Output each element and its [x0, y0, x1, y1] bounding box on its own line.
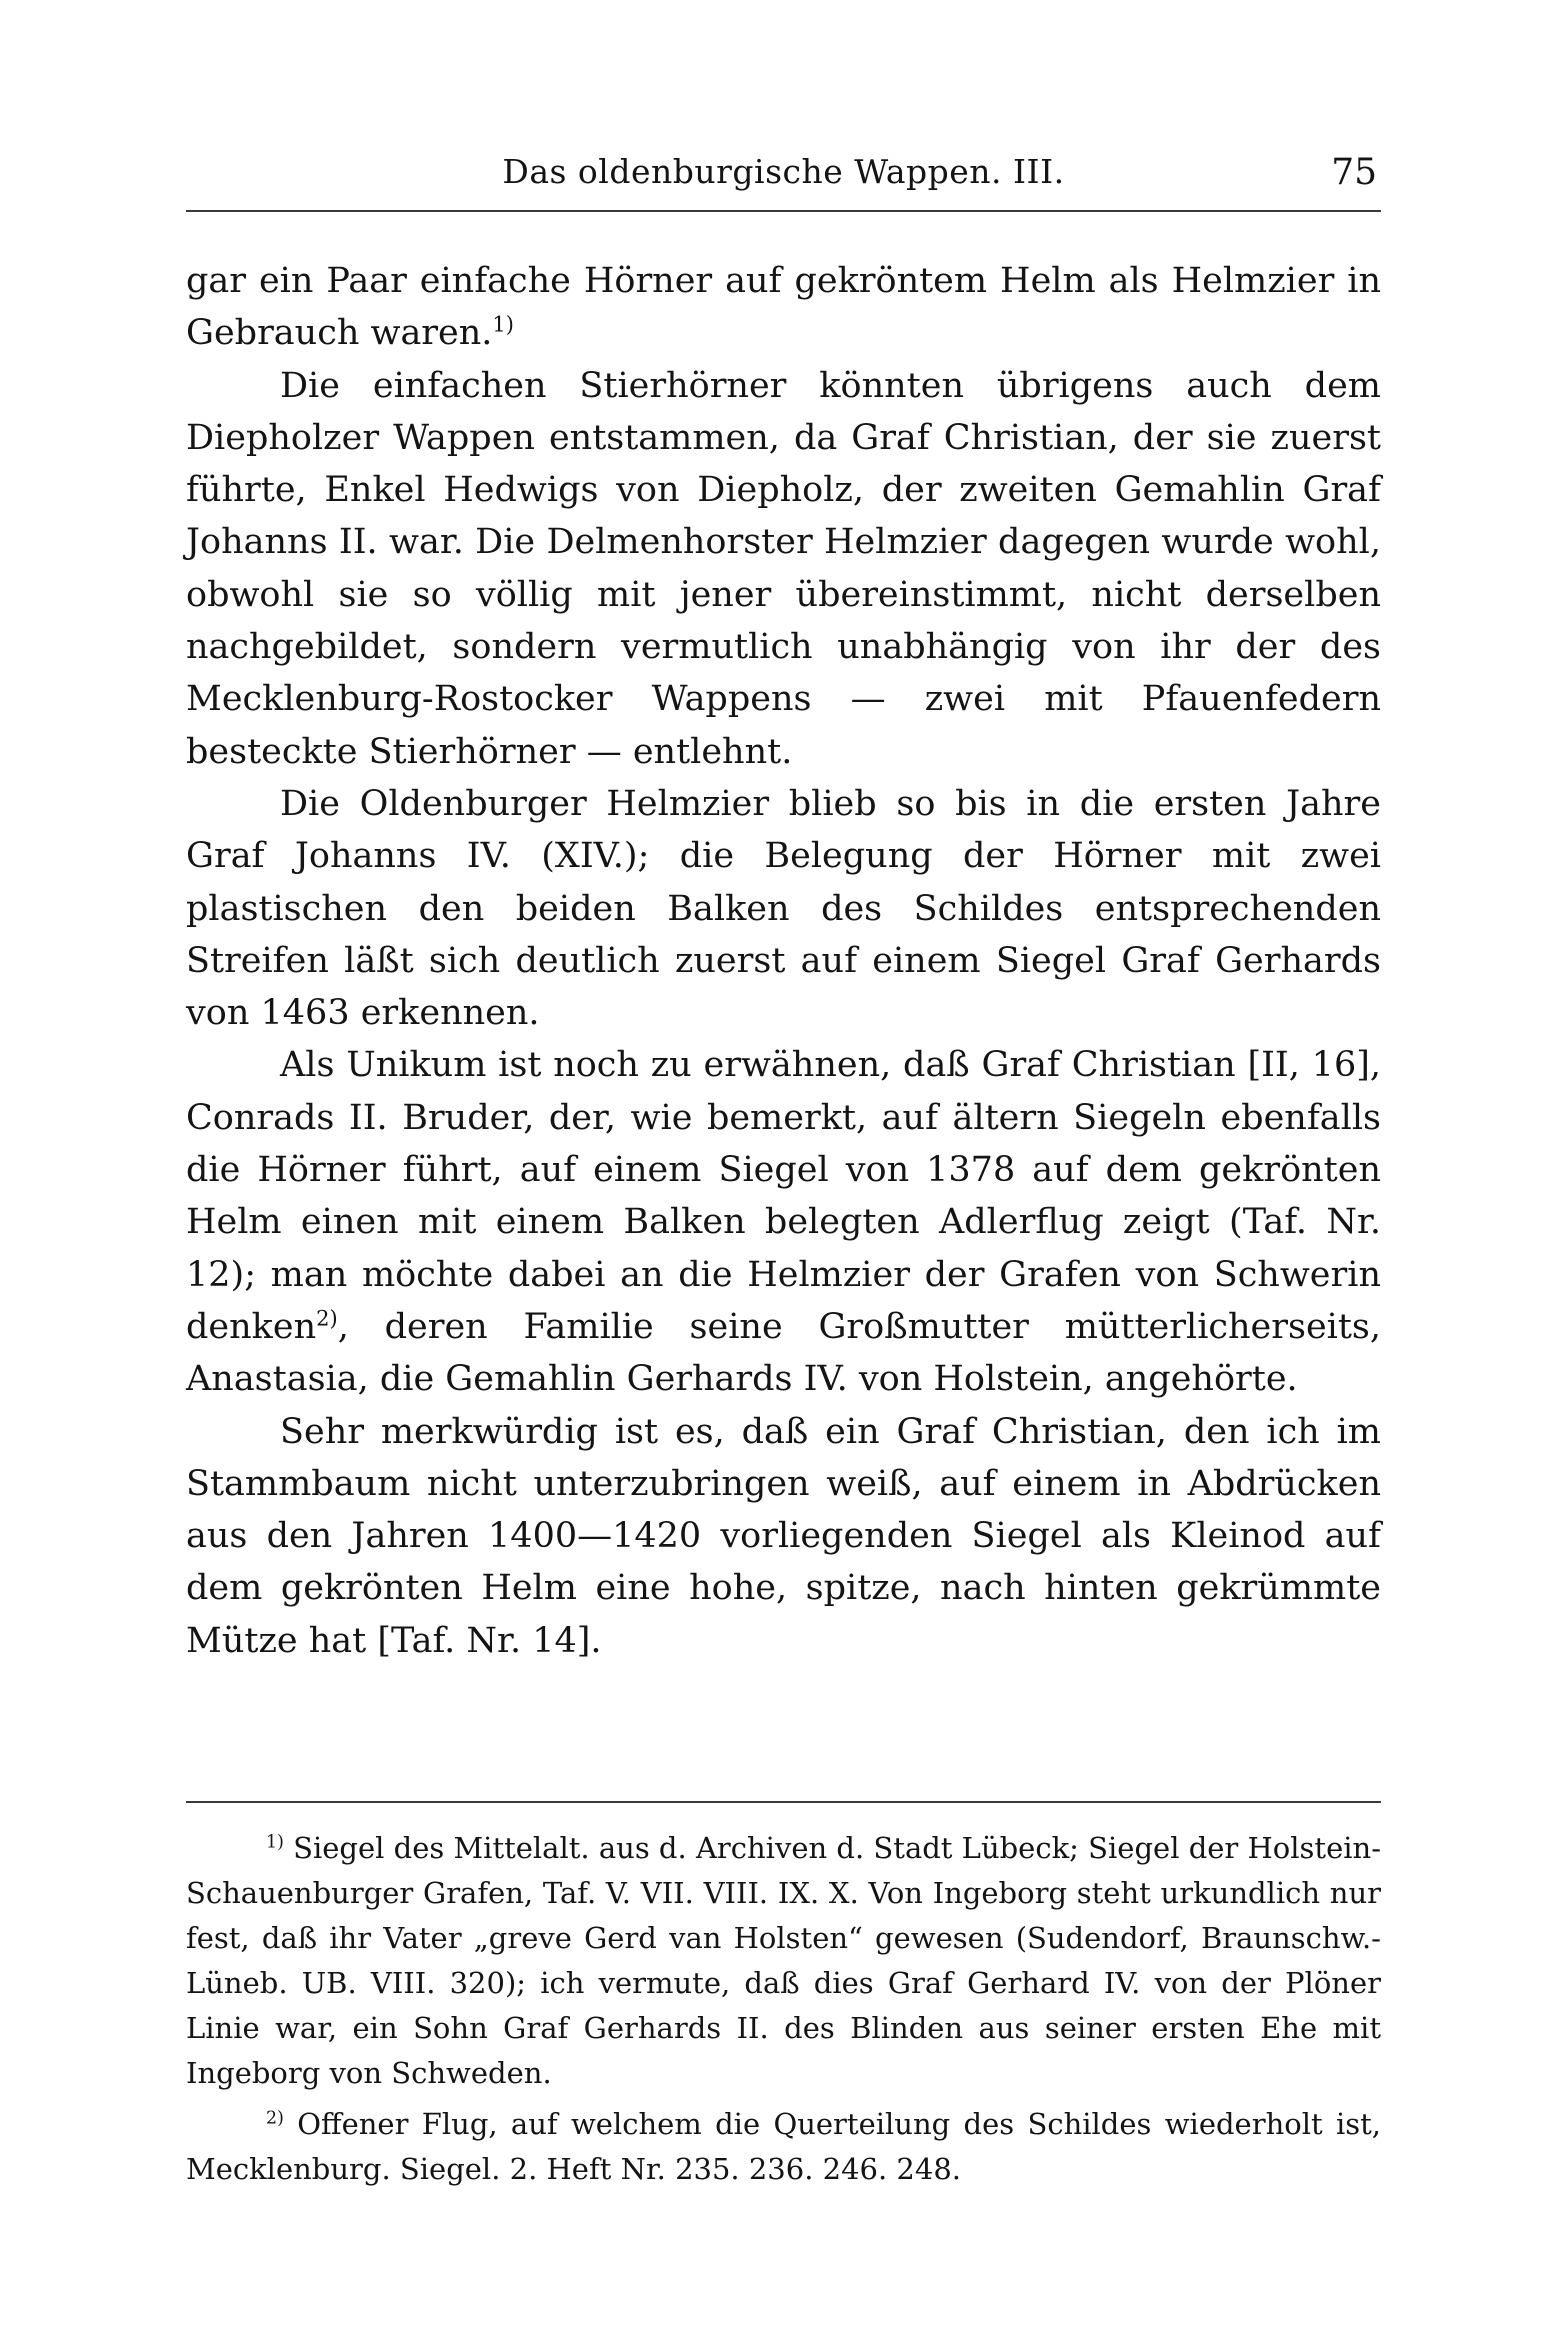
page-header	[186, 148, 1381, 212]
footnote-1-text: Siegel des Mittelalt. aus d. Archiven d. Stadt Lübeck; Siegel der Holstein-Schauenburger Grafen, Taf. V. VII. VIII. IX. X. Von Ingeborg steht urkundlich nur fest, daß ihr Vater „greve Gerd van Holsten“ gewesen (Sudendorf, Braunschw.-Lüneb. UB. VIII. 320); ich vermute, daß dies Graf Gerhard IV. von der Plöner Linie war, ein Sohn Graf Gerhards II. des Blinden aus seiner ersten Ehe mit Ingeborg von Schweden.	[186, 1831, 1381, 2090]
footnote-rule	[186, 1801, 1381, 1803]
page-number: 75	[1331, 152, 1377, 193]
running-title: Das oldenburgische Wappen. III.	[502, 152, 1065, 191]
paragraph-4	[186, 1039, 1381, 1405]
footnote-marker-1: 1)	[266, 1832, 284, 1853]
footnote-ref-2: 2)	[316, 1306, 338, 1331]
paragraph-2: Die einfachen Stierhörner könnten übrigens auch dem Diepholzer Wappen entstammen, da Graf Christian, der sie zuerst führte, Enkel Hedwigs von Diepholz, der zweiten Gemahlin Graf Johanns II. war. Die Delmenhorster Helmzier dagegen wurde wohl, obwohl sie so völlig mit jener übereinstimmt, nicht derselben nachgebildet, sondern vermutlich unabhängig von ihr der des Mecklenburg-Rostocker Wappens — zwei mit Pfauenfedern besteckte Stierhörner — entlehnt.	[186, 365, 1381, 772]
paragraph-1	[186, 255, 1381, 360]
paragraph-3: Die Oldenburger Helmzier blieb so bis in die ersten Jahre Graf Johanns IV. (XIV.); die Belegung der Hörner mit zwei plastischen den beiden Balken des Schildes entsprechenden Streifen läßt sich deutlich zuerst auf einem Siegel Graf Gerhards von 1463 erkennen.	[186, 783, 1381, 1034]
footnote-2	[186, 2102, 1381, 2192]
header-rule	[186, 210, 1381, 212]
footnote-ref-1: 1)	[492, 312, 514, 337]
paragraph-4-text-a: Als Unikum ist noch zu erwähnen, daß Graf Christian [II, 16], Conrads II. Bruder, der, wie bemerkt, auf ältern Siegeln ebenfalls die Hörner führt, auf einem Siegel von 1378 auf dem gekrönten Helm einen mit einem Balken belegten Adlerflug zeigt (Taf. Nr. 12); man möchte dabei an die Helmzier der Grafen von Schwerin denken	[186, 1045, 1381, 1347]
main-text	[186, 255, 1381, 1667]
paragraph-1-text: gar ein Paar einfache Hörner auf gekröntem Helm als Helmzier in Gebrauch waren.	[186, 261, 1381, 354]
footnote-marker-2: 2)	[266, 2108, 284, 2129]
paragraph-4-text-b: , deren Familie seine Großmutter mütterlicherseits, Anastasia, die Gemahlin Gerhards IV. von Holstein, angehörte.	[186, 1306, 1381, 1400]
footnotes	[186, 1826, 1381, 2192]
footnote-1	[186, 1826, 1381, 2096]
paragraph-5: Sehr merkwürdig ist es, daß ein Graf Christian, den ich im Stammbaum nicht unterzubringen weiß, auf einem in Abdrücken aus den Jahren 1400—1420 vorliegenden Siegel als Kleinod auf dem gekrönten Helm eine hohe, spitze, nach hinten gekrümmte Mütze hat [Taf. Nr. 14].	[186, 1411, 1381, 1661]
footnote-2-text: Offener Flug, auf welchem die Querteilung des Schildes wiederholt ist, Mecklenburg. Siegel. 2. Heft Nr. 235. 236. 246. 248.	[186, 2107, 1381, 2186]
